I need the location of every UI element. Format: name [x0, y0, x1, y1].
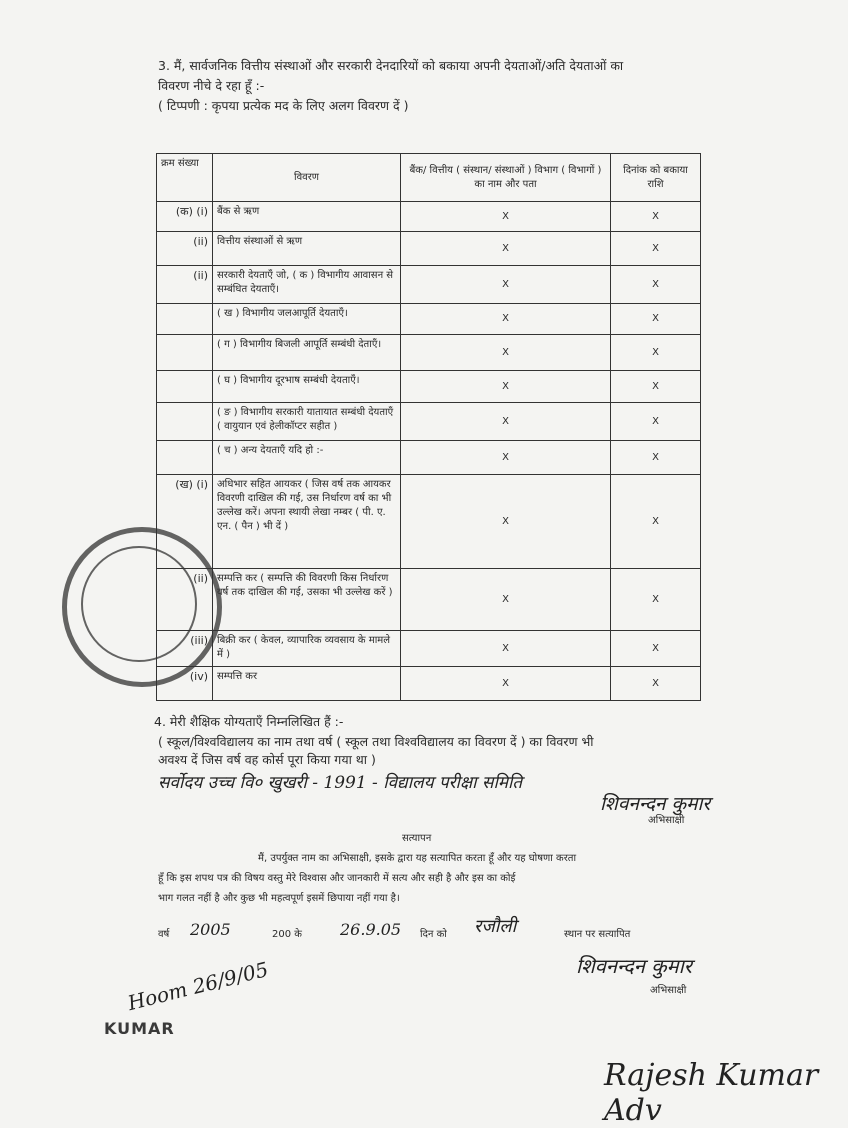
cross-mark: X [401, 232, 611, 266]
cross-mark: X [401, 335, 611, 371]
row-serial [157, 335, 213, 371]
row-serial [157, 441, 213, 475]
cross-mark: X [611, 441, 701, 475]
signer-label-2: अभिसाक्षी [650, 985, 687, 996]
table-row [157, 569, 701, 631]
cross-mark: X [611, 667, 701, 701]
education-instruction-1: ( स्कूल/विश्वविद्यालय का नाम तथा वर्ष ( स्कूल तथा विश्वविद्यालय का विवरण दें ) का विवरण भी [158, 734, 594, 749]
row-description: ( ग ) विभागीय बिजली आपूर्ति सम्बंधी देताएँ। [213, 335, 401, 371]
cross-mark: X [401, 441, 611, 475]
table-row [157, 232, 701, 266]
cross-mark: X [611, 631, 701, 667]
table-row [157, 475, 701, 569]
notary-initials: Hoom 26/9/05 [125, 956, 271, 1016]
intro-line-2: विवरण नीचे दे रहा हूँ :- [158, 78, 265, 93]
handwritten-year: 2005 [190, 920, 231, 939]
table-row [157, 266, 701, 304]
cross-mark: X [401, 304, 611, 335]
table-row [157, 631, 701, 667]
row-serial: (iv) [157, 667, 213, 701]
verification-line-2: हूँ कि इस शपथ पत्र की विषय वस्तु मेरे विश्वास और जानकारी में सत्य और सही है और इस का कोई [158, 873, 516, 884]
cross-mark: X [401, 631, 611, 667]
row-description: सम्पत्ति कर ( सम्पत्ति की विवरणी किस निर्धारण वर्ष तक दाखिल की गई, उसका भी उल्लेख करें ) [213, 569, 401, 631]
row-description: बिक्री कर ( केवल, व्यापारिक व्यवसाय के मामले में ) [213, 631, 401, 667]
row-description: अधिभार सहित आयकर ( जिस वर्ष तक आयकर विवरणी दाखिल की गई, उस निर्धारण वर्ष का भी उल्लेख करें। अपना स्थायी लेखा नम्बर ( पी. ए. एन. ( पैन ) भी दें ) [213, 475, 401, 569]
signature-shivnandan-1: शिवनन्दन कुमार [600, 793, 711, 815]
education-instruction-2: अवश्य दें जिस वर्ष वह कोर्स पूरा किया गया था ) [158, 752, 376, 767]
table-row [157, 403, 701, 441]
row-description: सरकारी देयताएँ जो, ( क ) विभागीय आवासन से सम्बंधित देयताएँ। [213, 266, 401, 304]
signer-label-1: अभिसाक्षी [648, 815, 685, 826]
row-serial: (ii) [157, 266, 213, 304]
advocate-signature: Rajesh Kumar Adv [604, 1058, 819, 1128]
cross-mark: X [611, 335, 701, 371]
cross-mark: X [611, 403, 701, 441]
cross-mark: X [611, 569, 701, 631]
header-institution: बैंक/ वित्तीय ( संस्थान/ संस्थाओं ) विभाग ( विभागों ) का नाम और पता [401, 154, 611, 202]
cross-mark: X [611, 371, 701, 403]
signature-shivnandan-2: शिवनन्दन कुमार [576, 954, 692, 978]
row-description: ( घ ) विभागीय दूरभाष सम्बंधी देयताएँ। [213, 371, 401, 403]
cross-mark: X [401, 202, 611, 232]
place-suffix: स्थान पर सत्यापित [564, 929, 631, 940]
row-description: ( ख ) विभागीय जलआपूर्ति देयताएँ। [213, 304, 401, 335]
row-description: वित्तीय संस्थाओं से ऋण [213, 232, 401, 266]
verification-title: सत्यापन [402, 833, 432, 844]
row-description: बैंक से ऋण [213, 202, 401, 232]
header-serial: क्रम संख्या [157, 154, 213, 202]
row-serial: (ii) [157, 569, 213, 631]
row-description: ( ङ ) विभागीय सरकारी यातायात सम्बंधी देयताएँ ( वायुयान एवं हेलीकॉप्टर सहीत ) [213, 403, 401, 441]
table-row [157, 667, 701, 701]
verification-line-3: भाग गलत नहीं है और कुछ भी महत्वपूर्ण इसमें छिपाया नहीं गया है। [158, 893, 400, 904]
table-row [157, 202, 701, 232]
row-description: ( च ) अन्य देयताएँ यदि हो :- [213, 441, 401, 475]
row-serial: (ख) (i) [157, 475, 213, 569]
dues-table [156, 153, 701, 701]
cross-mark: X [401, 266, 611, 304]
date-mid: 200 के [272, 929, 302, 940]
table-row [157, 441, 701, 475]
header-amount: दिनांक को बकाया राशि [611, 154, 701, 202]
official-round-stamp [62, 527, 222, 687]
cross-mark: X [611, 475, 701, 569]
header-description: विवरण [213, 154, 401, 202]
cross-mark: X [401, 403, 611, 441]
cross-mark: X [611, 266, 701, 304]
intro-line-1: 3. मैं, सार्वजनिक वित्तीय संस्थाओं और सरकारी देनदारियों को बकाया अपनी देयताओं/अति देयताओं का [158, 58, 624, 73]
row-serial [157, 371, 213, 403]
cross-mark: X [401, 569, 611, 631]
education-heading: 4. मेरी शैक्षिक योग्यताएँ निम्नलिखित हैं :- [154, 714, 344, 729]
row-serial [157, 403, 213, 441]
intro-note: ( टिप्पणी : कृपया प्रत्येक मद के लिए अलग विवरण दें ) [158, 98, 409, 113]
date-prefix: वर्ष [158, 929, 170, 940]
table-header-row [157, 154, 701, 202]
row-serial: (ii) [157, 232, 213, 266]
cross-mark: X [401, 475, 611, 569]
table-row [157, 335, 701, 371]
cross-mark: X [611, 304, 701, 335]
cross-mark: X [611, 232, 701, 266]
handwritten-place: रजौली [474, 916, 517, 937]
date-mid-2: दिन को [420, 929, 447, 940]
handwritten-date: 26.9.05 [340, 920, 402, 939]
cross-mark: X [611, 202, 701, 232]
cross-mark: X [401, 371, 611, 403]
verification-line-1: मैं, उपर्युक्त नाम का अभिसाक्षी, इसके द्वारा यह सत्यापित करता हूँ और यह घोषणा करता [258, 853, 577, 864]
table-row [157, 371, 701, 403]
notary-stamp-text: KUMAR [104, 1019, 175, 1038]
row-serial [157, 304, 213, 335]
handwritten-education: सर्वोदय उच्च वि० खुखरी - 1991 - विद्यालय परीक्षा समिति [158, 773, 523, 793]
cross-mark: X [401, 667, 611, 701]
row-serial: (iii) [157, 631, 213, 667]
row-description: सम्पत्ति कर [213, 667, 401, 701]
row-serial: (क) (i) [157, 202, 213, 232]
table-row [157, 304, 701, 335]
